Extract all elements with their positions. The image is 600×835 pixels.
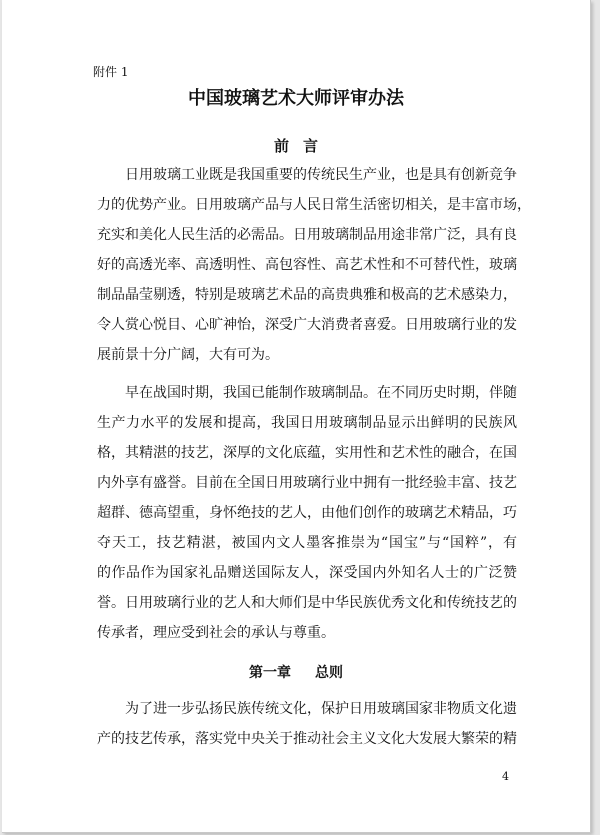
text-line: 产的技艺传承，落实党中央关于推动社会主义文化大发展大繁荣的精 [97,731,517,747]
text-line: 力的优势产业。日用玻璃产品与人民日常生活密切相关，是丰富市场， [97,197,531,213]
text-line: 誉。日用玻璃行业的艺人和大师们是中华民族优秀文化和传统技艺的 [97,595,517,611]
preface-heading: 前言 [273,137,332,155]
chapter1-paragraph-1 [97,694,517,754]
chapter-title: 总则 [315,665,343,681]
text-line: 早在战国时期，我国已能制作玻璃制品。在不同历史时期，伴随 [125,385,517,401]
text-line: 格，其精湛的技艺，深厚的文化底蕴，实用性和艺术性的融合，在国 [97,445,517,461]
text-line: 生产力水平的发展和提高，我国日用玻璃制品显示出鲜明的民族风 [97,415,517,431]
chapter-label: 第一章 [249,665,291,681]
attachment-label: 附件 1 [93,65,129,79]
text-line: 展前景十分广阔，大有可为。 [97,347,279,363]
preface-paragraph-1 [97,160,531,370]
chapter-heading [2,663,590,683]
text-line: 好的高透光率、高透明性、高包容性、高艺术性和不可替代性，玻璃 [97,257,517,273]
text-line: 充实和美化人民生活的必需品。日用玻璃制品用途非常广泛，具有良 [97,227,517,243]
text-line: 的作品作为国家礼品赠送国际友人，深受国内外知名人士的广泛赞 [97,565,517,581]
text-line: 制品晶莹剔透，特别是玻璃艺术品的高贵典雅和极高的艺术感染力， [97,287,517,303]
text-line: 内外享有盛誉。目前在全国日用玻璃行业中拥有一批经验丰富、技艺 [97,475,517,491]
document-page [2,0,591,833]
text-line: 超群、德高望重，身怀绝技的艺人，由他们创作的玻璃艺术精品，巧 [97,505,517,521]
text-line: 传承者，理应受到社会的承认与尊重。 [97,625,335,641]
text-line: 夺天工，技艺精湛，被国内文人墨客推崇为“国宝”与“国粹”，有 [97,535,517,551]
text-line: 日用玻璃工业既是我国重要的传统民生产业，也是具有创新竞争 [125,167,517,183]
document-title: 中国玻璃艺术大师评审办法 [188,88,404,109]
text-line: 为了进一步弘扬民族传统文化，保护日用玻璃国家非物质文化遗 [125,701,517,717]
preface-paragraph-2 [97,378,517,648]
page-number: 4 [502,770,509,783]
text-line: 令人赏心悦目、心旷神怡，深受广大消费者喜爱。日用玻璃行业的发 [97,317,517,333]
